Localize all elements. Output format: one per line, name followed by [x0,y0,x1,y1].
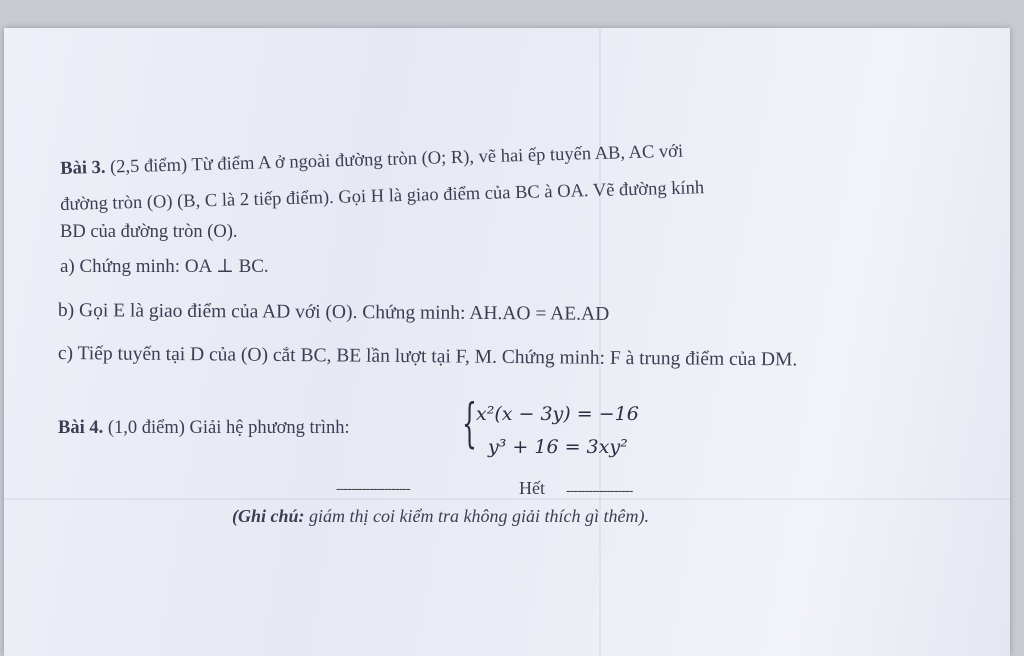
exam-paper [4,28,1010,656]
problem-3-line-2: đường tròn (O) (B, C là 2 tiếp điểm). Gọi H là giao điểm của BC à OA. Vẽ đường kính [60,178,705,215]
paper-crease [599,28,601,656]
problem-3-title: Bài 3. [60,157,106,179]
system-brace: { [462,394,477,454]
footer-note-label: (Ghi chú: [232,506,305,526]
equation-2: y³ + 16 = 3xy² [488,436,628,458]
problem-4-prompt: Giải hệ phương trình: [189,418,350,438]
problem-3-line-1-text: Từ điểm A ở ngoài đường tròn (O; R), vẽ hai ếp tuyến AB, AC với [191,141,684,176]
problem-4-points: (1,0 điểm) [107,418,185,438]
problem-4-title: Bài 4. [58,418,104,438]
equation-1: x²(x − 3y) = −16 [476,403,639,425]
problem-3-part-c: c) Tiếp tuyến tại D của (O) cắt BC, BE lần lượt tại F, M. Chứng minh: F à trung điểm của DM. [57,343,798,371]
problem-3-part-a: a) Chứng minh: OA ⊥ BC. [60,256,269,277]
problem-3-points: (2,5 điểm) [109,155,188,178]
problem-4-line [58,418,350,439]
problem-3-part-b: b) Gọi E là giao điểm của AD với (O). Chứng minh: AH.AO = AE.AD [57,300,610,325]
problem-3-line-3: BD của đường tròn (O). [60,222,238,242]
footer-dashes-right: ------------------ [566,484,633,499]
footer-end: Hết [519,478,545,498]
footer-dashes-left: -------------------- [336,482,410,497]
footer-note [232,506,649,527]
paper-crease [4,498,1010,500]
footer-note-text: giám thị coi kiểm tra không giải thích gì thêm). [309,506,649,526]
